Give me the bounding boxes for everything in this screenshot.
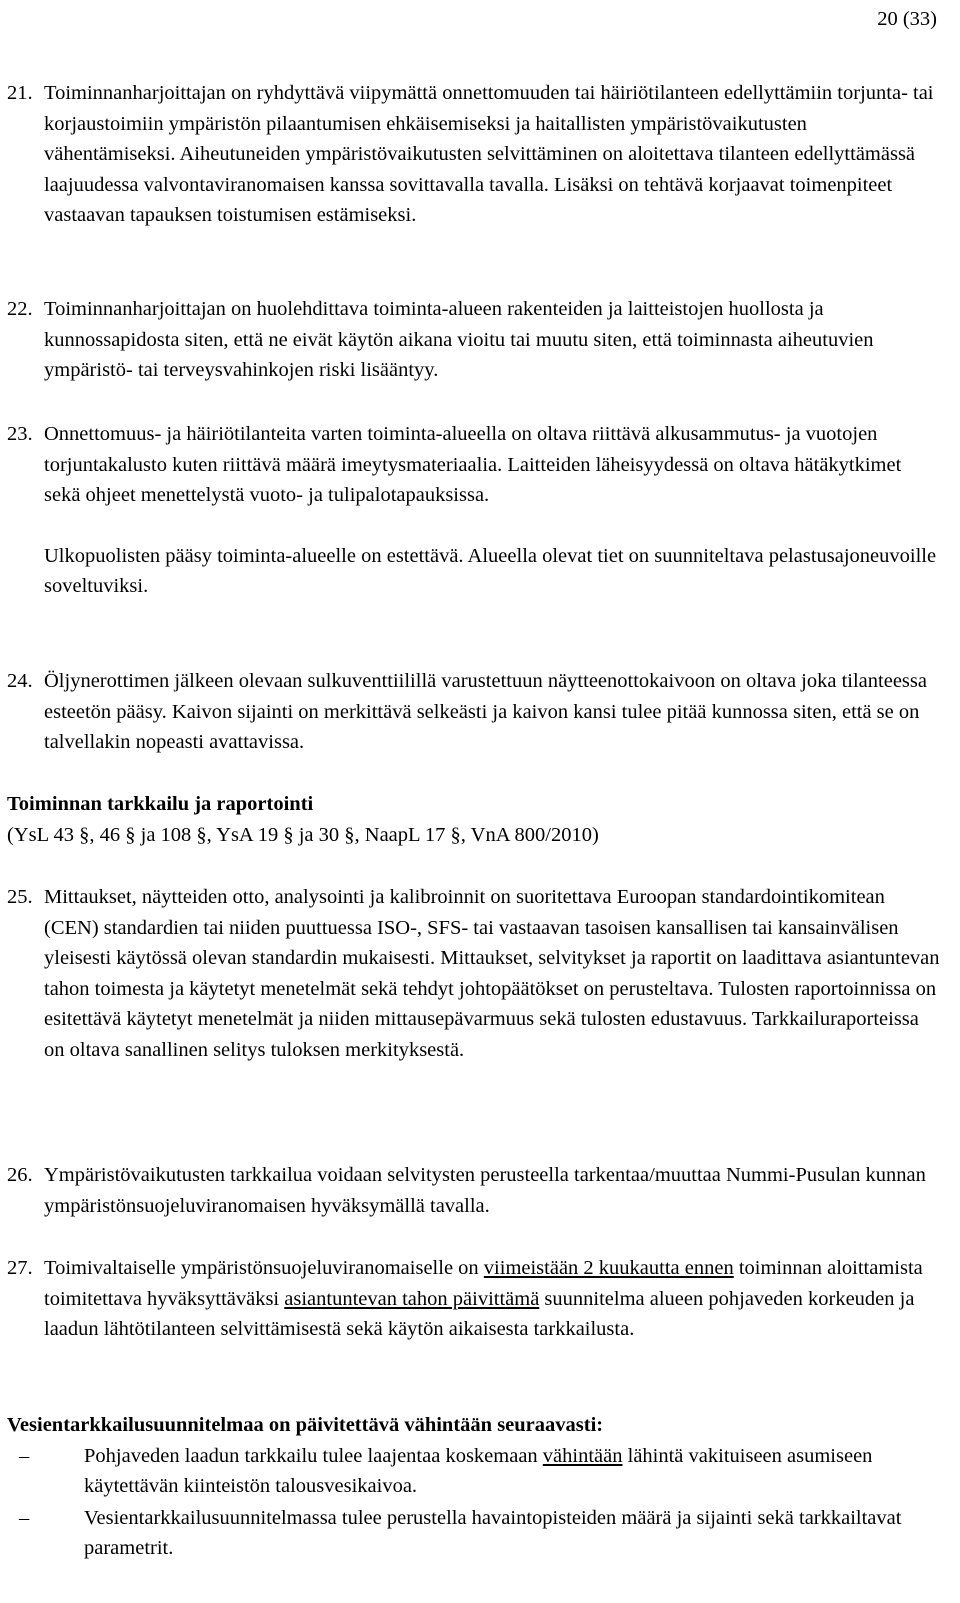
dash-bullet: – — [19, 1506, 30, 1529]
condition-24 — [7, 666, 940, 758]
dash-bullet: – — [19, 1444, 30, 1467]
item-number: 21. — [7, 82, 33, 104]
section-heading: Toiminnan tarkkailu ja raportointi — [7, 793, 314, 815]
item-continuation: Ulkopuolisten pääsy toiminta-alueelle on estettävä. Alueella olevat tiet on suunniteltava pelastusajoneuvoille soveltuviksi. — [44, 544, 937, 598]
monitoring-plan — [7, 1410, 940, 1564]
list-item — [7, 1503, 940, 1564]
item-number: 22. — [7, 298, 33, 320]
item-text: Öljynerottimen jälkeen olevaan sulkuventtiilillä varustettuun näytteenottokaivoon on oltava joka tilanteessa esteetön pääsy. Kaivon sijainti on merkittävä selkeästi ja kaivon kansi tulee pitää kunnossa siten, että se on talvellakin nopeasti avattavissa. — [44, 670, 927, 754]
list-item — [7, 1441, 940, 1502]
underlined-deadline: viimeistään 2 kuukautta ennen — [483, 1257, 734, 1279]
condition-27 — [7, 1253, 940, 1345]
section-refs: (YsL 43 §, 46 § ja 108 §, YsA 19 § ja 30 §, NaapL 17 §, VnA 800/2010) — [7, 823, 599, 846]
item-text: Toiminnanharjoittajan on huolehdittava toiminta-alueen rakenteiden ja laitteistojen huollosta ja kunnossapidosta siten, että ne eivät käytön aikana vioitu tai muutu siten, että toiminnasta aiheutuvien ympäristö- tai terveysvahinkojen riski lisääntyy. — [44, 298, 874, 382]
item-number: 23. — [7, 423, 33, 445]
text-segment: Toimivaltaiselle ympäristönsuojeluviranomaiselle on — [44, 1257, 484, 1279]
plan-heading: Vesientarkkailusuunnitelmaa on päivitettävä vähintään seuraavasti: — [7, 1414, 604, 1436]
text-segment: Pohjaveden laadun tarkkailu tulee laajentaa koskemaan — [84, 1444, 543, 1467]
plan-list — [7, 1441, 940, 1564]
item-text: Toiminnanharjoittajan on ryhdyttävä viipymättä onnettomuuden tai häiriötilanteen edellyttämiin torjunta- tai korjaustoimiin ympäristön pilaantumisen ehkäisemiseksi ja haitallisten ympäristövaikutusten vähentämiseksi. Aiheutuneiden ympäristövaikutusten selvittäminen on aloitettava tilanteen edellyttämässä laajuudessa valvontaviranomaisen kanssa sovittavalla tavalla. Lisäksi on tehtävä korjaavat toimenpiteet vastaavan tapauksen toistumisen estämiseksi. — [44, 82, 934, 227]
condition-21 — [7, 78, 940, 231]
list-item-text: Vesientarkkailusuunnitelmassa tulee perustella havaintopisteiden määrä ja sijainti sekä tarkkailtavat parametrit. — [84, 1506, 902, 1560]
text-segment: toiminnan aloittamista toimitettava hyväksyttäväksi — [44, 1257, 923, 1310]
item-text: Ympäristövaikutusten tarkkailua voidaan selvitysten perusteella tarkentaa/muuttaa Nummi-Pusulan kunnan ympäristönsuojeluviranomaisen hyväksymällä tavalla. — [44, 1164, 926, 1217]
item-number: 26. — [7, 1164, 33, 1186]
item-number: 24. — [7, 670, 33, 692]
page-number: 20 (33) — [877, 8, 937, 30]
text-segment: lähintä vakituiseen asumiseen käytettävän kiinteistön talousvesikaivoa. — [84, 1444, 873, 1498]
condition-22 — [7, 294, 940, 386]
item-number: 27. — [7, 1257, 33, 1279]
section-header — [7, 789, 940, 850]
underlined-minimum: vähintään — [542, 1444, 623, 1467]
item-text: Mittaukset, näytteiden otto, analysointi ja kalibroinnit on suoritettava Euroopan standardointikomitean (CEN) standardien tai niiden puuttuessa ISO-, SFS- tai vastaavan tasoisen kansallisen tai kansainvälisen yleisesti käytössä olevan standardin mukaisesti. Mittaukset, selvitykset ja raportit on laadittava asiantuntevan tahon toimesta ja käytetyt menetelmät sekä tehdyt johtopäätökset on perusteltava. Tulosten raportoinnissa on esitettävä käytetyt menetelmät ja niiden mittausepävarmuus sekä tulosten edustavuus. Tarkkailuraporteissa on oltava sanallinen selitys tuloksen merkityksestä. — [44, 886, 940, 1061]
condition-23 — [7, 419, 940, 602]
item-number: 25. — [7, 886, 33, 908]
item-text: Onnettomuus- ja häiriötilanteita varten toiminta-alueella on oltava riittävä alkusammutus- ja vuotojen torjuntakalusto kuten riittävä määrä imeytysmateriaalia. Laitteiden läheisyydessä on oltava hätäkytkimet sekä ohjeet menettelystä vuoto- ja tulipalotapauksissa. — [44, 423, 902, 507]
text-segment: suunnitelma alueen pohjaveden korkeuden ja laadun lähtötilanteen selvittämisestä sekä käytön aikaisesta tarkkailusta. — [44, 1287, 915, 1341]
underlined-expert: asiantuntevan tahon päivittämä — [284, 1287, 540, 1310]
item-text — [44, 1253, 940, 1345]
condition-26 — [7, 1160, 940, 1221]
list-item-text — [84, 1441, 940, 1502]
condition-25 — [7, 882, 940, 1066]
